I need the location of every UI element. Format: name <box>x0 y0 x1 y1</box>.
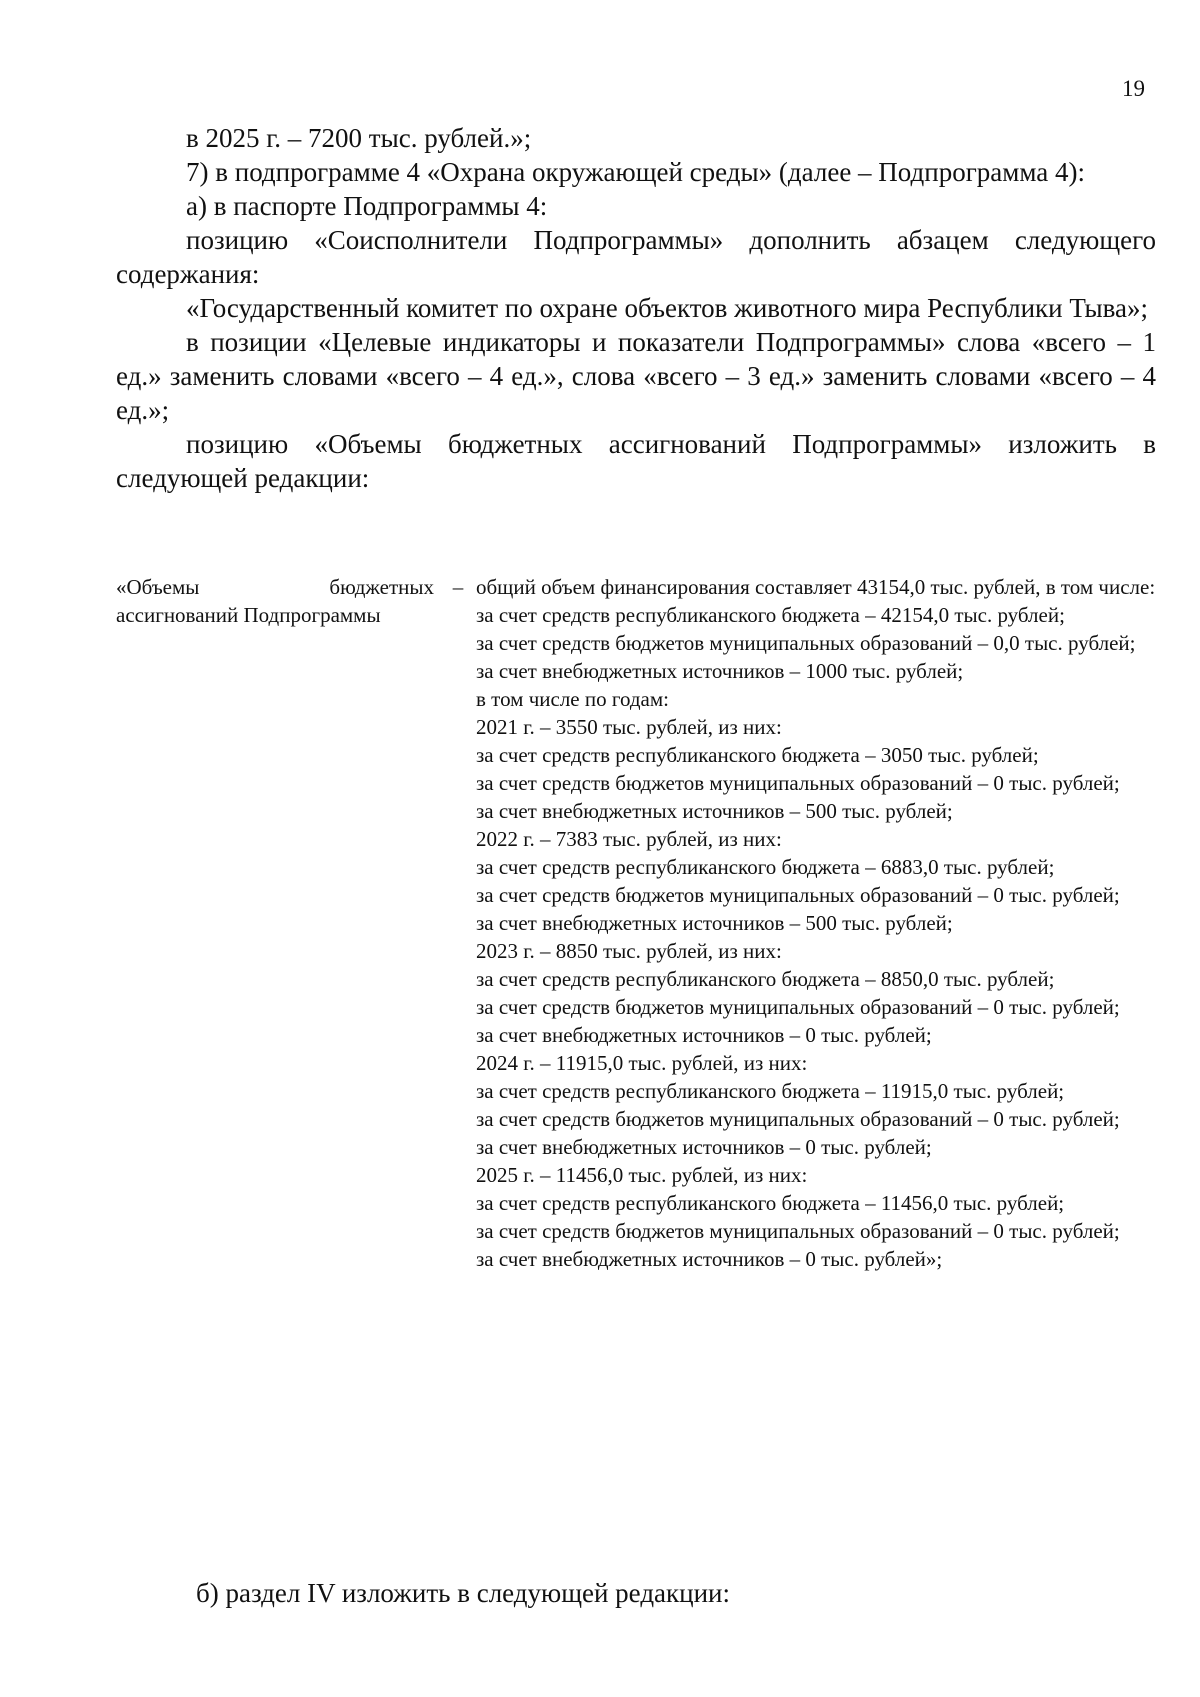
passport-line: общий объем финансирования составляет 43154,0 тыс. рублей, в том числе: <box>476 575 1156 599</box>
passport-line: за счет средств республиканского бюджета – 8850,0 тыс. рублей; <box>476 967 1055 991</box>
passport-line: за счет внебюджетных источников – 0 тыс. рублей»; <box>476 1247 943 1271</box>
passport-line: за счет средств бюджетов муниципальных образований – 0 тыс. рублей; <box>476 771 1120 795</box>
paragraph: «Государственный комитет по охране объектов животного мира Республики Тыва»; <box>186 293 1149 323</box>
passport-line: 2025 г. – 11456,0 тыс. рублей, из них: <box>476 1163 808 1187</box>
passport-line: за счет внебюджетных источников – 1000 тыс. рублей; <box>476 659 964 683</box>
passport-line: за счет средств бюджетов муниципальных образований – 0 тыс. рублей; <box>476 1219 1120 1243</box>
passport-label: «Объемы бюджетных ассигнований Подпрограммы <box>116 575 434 627</box>
passport-line: 2023 г. – 8850 тыс. рублей, из них: <box>476 939 782 963</box>
passport-line: за счет внебюджетных источников – 0 тыс. рублей; <box>476 1023 932 1047</box>
page-number: 19 <box>1122 76 1145 101</box>
passport-table <box>116 573 1164 1273</box>
passport-line: 2022 г. – 7383 тыс. рублей, из них: <box>476 827 782 851</box>
paragraph: в 2025 г. – 7200 тыс. рублей.»; <box>186 123 532 153</box>
document-body <box>116 121 1156 495</box>
passport-line: за счет внебюджетных источников – 500 тыс. рублей; <box>476 799 953 823</box>
passport-line: 2021 г. – 3550 тыс. рублей, из них: <box>476 715 782 739</box>
passport-line: за счет средств республиканского бюджета – 3050 тыс. рублей; <box>476 743 1039 767</box>
passport-line: за счет внебюджетных источников – 500 тыс. рублей; <box>476 911 953 935</box>
passport-line: за счет внебюджетных источников – 0 тыс. рублей; <box>476 1135 932 1159</box>
paragraph: 7) в подпрограмме 4 «Охрана окружающей среды» (далее – Подпрограмма 4): <box>186 157 1085 187</box>
passport-content <box>476 573 1164 1273</box>
passport-line: за счет средств республиканского бюджета – 11915,0 тыс. рублей; <box>476 1079 1065 1103</box>
passport-line: 2024 г. – 11915,0 тыс. рублей, из них: <box>476 1051 808 1075</box>
paragraph: позицию «Объемы бюджетных ассигнований Подпрограммы» изложить в следующей редакции: <box>116 429 1156 493</box>
passport-line: за счет средств бюджетов муниципальных образований – 0,0 тыс. рублей; <box>476 631 1136 655</box>
passport-line: за счет средств бюджетов муниципальных образований – 0 тыс. рублей; <box>476 883 1120 907</box>
passport-line: в том числе по годам: <box>476 687 669 711</box>
passport-line: за счет средств бюджетов муниципальных образований – 0 тыс. рублей; <box>476 1107 1120 1131</box>
passport-line: за счет средств республиканского бюджета – 11456,0 тыс. рублей; <box>476 1191 1065 1215</box>
paragraph: позицию «Соисполнители Подпрограммы» дополнить абзацем следующего содержания: <box>116 225 1156 289</box>
passport-line: за счет средств республиканского бюджета – 6883,0 тыс. рублей; <box>476 855 1055 879</box>
passport-line: за счет средств республиканского бюджета – 42154,0 тыс. рублей; <box>476 603 1065 627</box>
paragraph: а) в паспорте Подпрограммы 4: <box>186 191 548 221</box>
final-paragraph: б) раздел IV изложить в следующей редакции: <box>196 1578 731 1608</box>
passport-line: за счет средств бюджетов муниципальных образований – 0 тыс. рублей; <box>476 995 1120 1019</box>
paragraph: в позиции «Целевые индикаторы и показатели Подпрограммы» слова «всего – 1 ед.» заменить словами «всего – 4 ед.», слова «всего – 3 ед.» заменить словами «всего – 4 ед.»; <box>116 327 1156 425</box>
passport-dash: – <box>452 575 464 599</box>
